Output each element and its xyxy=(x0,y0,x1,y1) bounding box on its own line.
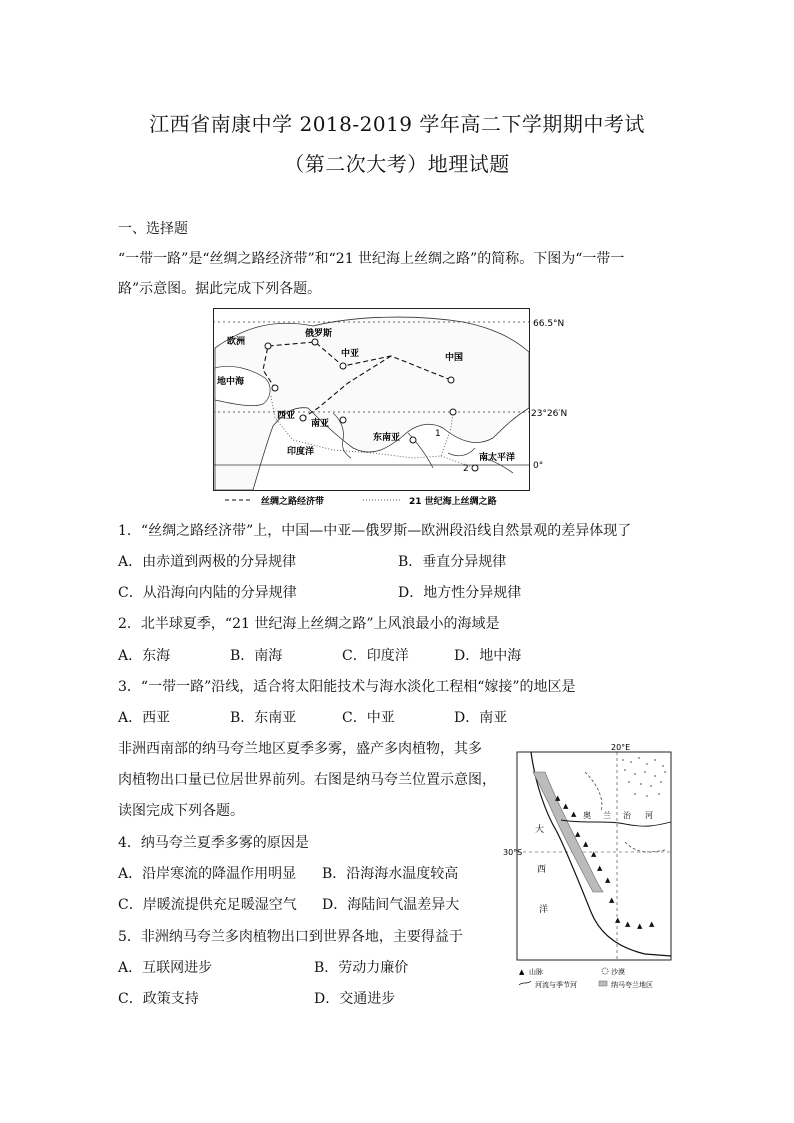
svg-text:▲: ▲ xyxy=(571,810,577,818)
q3-option-b[interactable]: B．东南亚 xyxy=(230,710,297,726)
q3-option-c[interactable]: C．中亚 xyxy=(342,710,395,726)
q3-option-d[interactable]: D．南亚 xyxy=(454,710,508,726)
river-char-2: 兰 xyxy=(603,811,611,820)
lat-label-equator: 0° xyxy=(533,461,544,471)
svg-text:▲: ▲ xyxy=(625,920,631,928)
q1-option-d[interactable]: D．地方性分异规律 xyxy=(398,585,522,601)
q2-option-a[interactable]: A．东海 xyxy=(118,648,171,664)
intro1-line2: 路”示意图。据此完成下列各题。 xyxy=(118,281,322,297)
label-south-asia: 南亚 xyxy=(311,419,330,429)
ocean-char-1: 大 xyxy=(535,825,545,835)
ocean-char-3: 洋 xyxy=(539,905,549,915)
belt-road-map xyxy=(213,308,583,508)
svg-text:▲: ▲ xyxy=(583,840,589,848)
q1-stem: 1．“丝绸之路经济带”上，中国—中亚—俄罗斯—欧洲段沿线自然景观的差异体现了 xyxy=(118,523,632,539)
svg-text:▲: ▲ xyxy=(609,896,615,904)
q5-option-b[interactable]: B．劳动力廉价 xyxy=(314,960,409,976)
page-title: 江西省南康中学 2018-2019 学年高二下学期期中考试 xyxy=(149,112,645,136)
legend-land-route: 丝绸之路经济带 xyxy=(261,497,325,507)
section-heading: 一、选择题 xyxy=(118,221,188,237)
label-central-asia: 中亚 xyxy=(341,349,360,359)
label-europe: 欧洲 xyxy=(227,337,246,347)
label-russia: 俄罗斯 xyxy=(305,329,333,339)
marker-1: 1 xyxy=(435,429,441,439)
legend-sea-route: 21 世纪海上丝绸之路 xyxy=(409,497,497,507)
q3-stem: 3．“一带一路”沿线，适合将太阳能技术与海水淡化工程相“嫁接”的地区是 xyxy=(118,679,576,695)
svg-text:▲: ▲ xyxy=(649,920,655,928)
q2-option-d[interactable]: D．地中海 xyxy=(454,648,522,664)
legend-river: 河流与季节河 xyxy=(535,981,577,989)
q4-option-a[interactable]: A．沿岸寒流的降温作用明显 xyxy=(118,866,297,882)
label-west-asia: 西亚 xyxy=(277,411,296,421)
q1-option-b[interactable]: B．垂直分异规律 xyxy=(398,554,507,570)
intro2-line3: 读图完成下列各题。 xyxy=(118,803,244,819)
q4-stem: 4．纳马夸兰夏季多雾的原因是 xyxy=(118,835,309,851)
namaqualand-map xyxy=(505,742,673,992)
svg-text:▲: ▲ xyxy=(605,876,611,884)
lon-label: 20°E xyxy=(611,743,631,752)
river-char-1: 奥 xyxy=(583,811,591,820)
svg-text:▲: ▲ xyxy=(591,850,597,858)
svg-text:▲: ▲ xyxy=(637,922,643,930)
q2-stem: 2．北半球夏季，“21 世纪海上丝绸之路”上风浪最小的海域是 xyxy=(118,616,500,632)
page-subtitle: （第二次大考）地理试题 xyxy=(284,152,510,176)
q5-option-d[interactable]: D．交通进步 xyxy=(314,991,396,1007)
intro2-line1: 非洲西南部的纳马夸兰地区夏季多雾，盛产多肉植物，其多 xyxy=(118,741,482,757)
legend-mountain: 山脉 xyxy=(529,968,543,976)
q2-option-c[interactable]: C．印度洋 xyxy=(342,648,409,664)
lat-label-tropic: 23°26′N xyxy=(531,409,568,419)
svg-text:▲: ▲ xyxy=(563,802,569,810)
q4-option-c[interactable]: C．岸暖流提供充足暖湿空气 xyxy=(118,897,297,913)
q4-option-b[interactable]: B．沿海海水温度较高 xyxy=(322,866,459,882)
intro2-line2: 肉植物出口量已位居世界前列。右图是纳马夸兰位置示意图， xyxy=(118,772,496,788)
label-south-pacific: 南太平洋 xyxy=(479,453,516,463)
q3-option-a[interactable]: A．西亚 xyxy=(118,710,171,726)
q5-option-c[interactable]: C．政策支持 xyxy=(118,991,199,1007)
svg-text:▲: ▲ xyxy=(555,794,561,802)
svg-text:▲: ▲ xyxy=(519,968,525,976)
q1-option-a[interactable]: A．由赤道到两极的分异规律 xyxy=(118,554,297,570)
river-char-4: 河 xyxy=(645,811,653,820)
label-mediterranean: 地中海 xyxy=(217,377,245,387)
lat-label-arctic: 66.5°N xyxy=(533,319,565,329)
q2-option-b[interactable]: B．南海 xyxy=(230,648,283,664)
q4-option-d[interactable]: D．海陆间气温差异大 xyxy=(322,897,460,913)
legend-desert: 沙漠 xyxy=(611,968,625,976)
label-southeast-asia: 东南亚 xyxy=(373,433,401,443)
svg-text:▲: ▲ xyxy=(575,830,581,838)
ocean-char-2: 西 xyxy=(537,865,547,875)
marker-2: 2 xyxy=(463,464,469,474)
legend-namaqualand: 纳马夸兰地区 xyxy=(611,981,653,989)
label-china: 中国 xyxy=(445,353,464,363)
svg-text:▲: ▲ xyxy=(615,916,621,924)
q5-stem: 5．非洲纳马夸兰多肉植物出口到世界各地，主要得益于 xyxy=(118,929,463,945)
svg-text:▲: ▲ xyxy=(597,864,603,872)
q5-option-a[interactable]: A．互联网进步 xyxy=(118,960,213,976)
label-indian-ocean: 印度洋 xyxy=(287,447,315,457)
q1-option-c[interactable]: C．从沿海向内陆的分异规律 xyxy=(118,585,297,601)
lat-label: 30°S xyxy=(503,848,523,857)
river-char-3: 治 xyxy=(623,811,631,820)
intro1-line1: “一带一路”是“丝绸之路经济带”和“21 世纪海上丝绸之路”的简称。下图为“一带一 xyxy=(118,251,625,267)
